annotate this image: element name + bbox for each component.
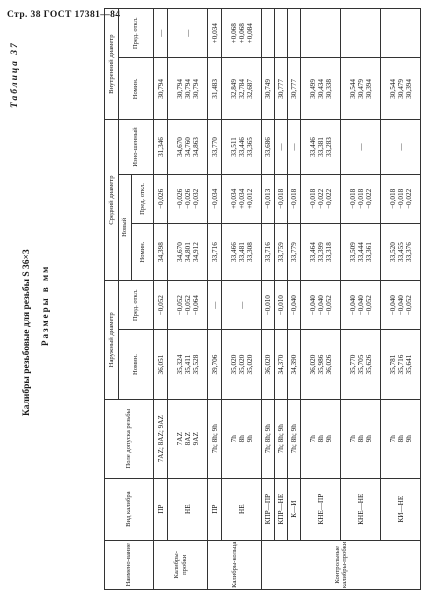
cell-on: 34,390: [288, 330, 301, 399]
table-row: [381, 9, 421, 590]
cell-id: —: [154, 9, 168, 58]
cell-mn: 33,779: [288, 224, 301, 281]
group-label: Калибры-пробки: [154, 540, 208, 589]
table-row: [301, 9, 341, 590]
table-row: [275, 9, 288, 590]
cell-mn: 33,759: [275, 224, 288, 281]
cell-in: 30,749: [262, 58, 275, 120]
cell-mw: 31,346: [154, 120, 168, 174]
cell-on: 36,051: [154, 330, 168, 399]
cell-on: 34,370: [275, 330, 288, 399]
cell-mw: —: [288, 120, 301, 174]
cell-od: −0,010: [275, 281, 288, 330]
col-inner: Внутренний диаметр: [105, 9, 119, 120]
cell-tol: 7AZ 8AZ 9AZ: [168, 399, 208, 478]
table-row: [222, 9, 262, 590]
cell-mn: 33,716: [208, 224, 222, 281]
cell-on: 35,324 35,411 35,528: [168, 330, 208, 399]
col-outer-dev: Пред. откл.: [119, 281, 154, 330]
cell-mw: —: [341, 120, 381, 174]
cell-kind: КПР—ПР: [262, 478, 275, 540]
cell-id: +0,068 +0,068 +0,084: [222, 9, 262, 58]
cell-kind: КНЕ—ПР: [301, 478, 341, 540]
col-inner-dev: Пред. откл.: [119, 9, 154, 58]
cell-mw: —: [275, 120, 288, 174]
table-row: [341, 9, 381, 590]
cell-in: 30,544 30,479 30,394: [341, 58, 381, 120]
cell-in: 32,849 32,784 32,687: [222, 58, 262, 120]
cell-on: 36,020: [262, 330, 275, 399]
cell-tol: 7h 8h 9h: [381, 399, 421, 478]
col-middle: Средний диаметр: [105, 120, 119, 281]
cell-id: +0,034: [208, 9, 222, 58]
cell-on: 35,781 35,716 35,641: [381, 330, 421, 399]
cell-kind: НЕ: [222, 478, 262, 540]
table-caption: Калибры резьбовые для резьбы S 36×3: [22, 249, 32, 416]
col-tolerance: Поле допуска резьбы: [105, 399, 154, 478]
cell-mn: 33,466 33,481 33,308: [222, 224, 262, 281]
cell-mn: 34,670 34,801 34,912: [168, 224, 208, 281]
cell-id: —: [168, 9, 208, 58]
cell-id: [288, 9, 301, 58]
cell-in: 30,777: [275, 58, 288, 120]
cell-on: 35,020 35,020 35,020: [222, 330, 262, 399]
cell-mn: 34,398: [154, 224, 168, 281]
cell-md: −0,018 −0,022 −0,022: [301, 174, 341, 223]
cell-in: 30,544 30,479 30,394: [381, 58, 421, 120]
cell-in: 30,777: [288, 58, 301, 120]
cell-od: −0,040 −0,040 −0,052: [341, 281, 381, 330]
col-middle-dev: Пред. откл.: [132, 174, 154, 223]
cell-mw: 33,511 33,446 33,365: [222, 120, 262, 174]
group-label: Контрольные калибры-пробки: [262, 540, 421, 589]
cell-od: −0,052: [154, 281, 168, 330]
cell-kind: КНЕ—НЕ: [341, 478, 381, 540]
cell-md: +0,034 +0,034 +0,012: [222, 174, 262, 223]
cell-mw: —: [381, 120, 421, 174]
page-label: Стр. 38 ГОСТ 17381—84: [7, 10, 121, 20]
col-worn: Изно-шенный: [119, 120, 154, 174]
cell-in: 30,794: [154, 58, 168, 120]
col-middle-nominal: Номин.: [132, 224, 154, 281]
col-kind: Вид калибра: [105, 478, 154, 540]
cell-tol: 7h; 8h; 9h: [275, 399, 288, 478]
col-outer: Наружный диаметр: [105, 281, 119, 400]
cell-id: [301, 9, 341, 58]
cell-tol: 7h 8h 9h: [301, 399, 341, 478]
cell-mn: 33,520 33,455 33,376: [381, 224, 421, 281]
cell-tol: 7AZ; 8AZ; 9AZ: [154, 399, 168, 478]
cell-kind: КПР—НЕ: [275, 478, 288, 540]
table-body: [154, 9, 421, 590]
cell-od: −0,052 −0,052 −0,064: [168, 281, 208, 330]
cell-on: 39,706: [208, 330, 222, 399]
cell-mn: 33,509 33,444 33,361: [341, 224, 381, 281]
cell-on: 36,020 35,986 36,026: [301, 330, 341, 399]
cell-tol: 7h; 8h; 9h: [208, 399, 222, 478]
cell-id: [341, 9, 381, 58]
cell-kind: КИ—НЕ: [381, 478, 421, 540]
cell-tol: 7h; 8h; 9h: [288, 399, 301, 478]
cell-mw: 33,686: [262, 120, 275, 174]
cell-kind: К—И: [288, 478, 301, 540]
cell-md: −0,026: [154, 174, 168, 223]
cell-id: [381, 9, 421, 58]
cell-od: —: [222, 281, 262, 330]
cell-tol: 7h 8h 9h: [222, 399, 262, 478]
table-row: [288, 9, 301, 590]
table-row: [262, 9, 275, 590]
cell-md: −0,018: [288, 174, 301, 223]
table-row: [154, 9, 168, 590]
cell-kind: ПР: [208, 478, 222, 540]
cell-od: −0,040: [288, 281, 301, 330]
cell-md: −0,034: [208, 174, 222, 223]
cell-mn: 33,716: [262, 224, 275, 281]
table-row: [168, 9, 208, 590]
cell-md: −0,018 −0,018 −0,022: [341, 174, 381, 223]
cell-mw: 33,446 33,381 33,283: [301, 120, 341, 174]
col-name: Наимено-вание: [105, 540, 154, 589]
cell-in: 30,499 30,434 30,338: [301, 58, 341, 120]
cell-in: 31,483: [208, 58, 222, 120]
cell-md: −0,013: [262, 174, 275, 223]
cell-kind: НЕ: [168, 478, 208, 540]
cell-id: [275, 9, 288, 58]
col-new: Новый: [119, 174, 132, 280]
cell-tol: 7h 8h 9h: [341, 399, 381, 478]
cell-id: [262, 9, 275, 58]
table-row: [208, 9, 222, 590]
gauge-table: [104, 8, 421, 590]
cell-in: 30,794 30,794 30,794: [168, 58, 208, 120]
cell-mw: 33,770: [208, 120, 222, 174]
group-label: Калибры-кольца: [208, 540, 262, 589]
cell-md: −0,018: [275, 174, 288, 223]
table-label: Таблица 37: [10, 41, 20, 108]
cell-on: 35,770 35,705 35,626: [341, 330, 381, 399]
cell-od: —: [208, 281, 222, 330]
cell-md: −0,026 −0,026 −0,032: [168, 174, 208, 223]
cell-kind: ПР: [154, 478, 168, 540]
cell-mw: 34,670 34,760 34,863: [168, 120, 208, 174]
cell-tol: 7h; 8h; 9h: [262, 399, 275, 478]
cell-od: −0,010: [262, 281, 275, 330]
units-label: Размеры в мм: [40, 264, 50, 346]
cell-md: −0,018 −0,018 −0,022: [381, 174, 421, 223]
cell-mn: 33,464 33,399 33,318: [301, 224, 341, 281]
cell-od: −0,040 −0,040 −0,052: [381, 281, 421, 330]
col-inner-nominal: Номин.: [119, 58, 154, 120]
col-outer-nominal: Номин.: [119, 330, 154, 399]
cell-od: −0,040 −0,040 −0,052: [301, 281, 341, 330]
